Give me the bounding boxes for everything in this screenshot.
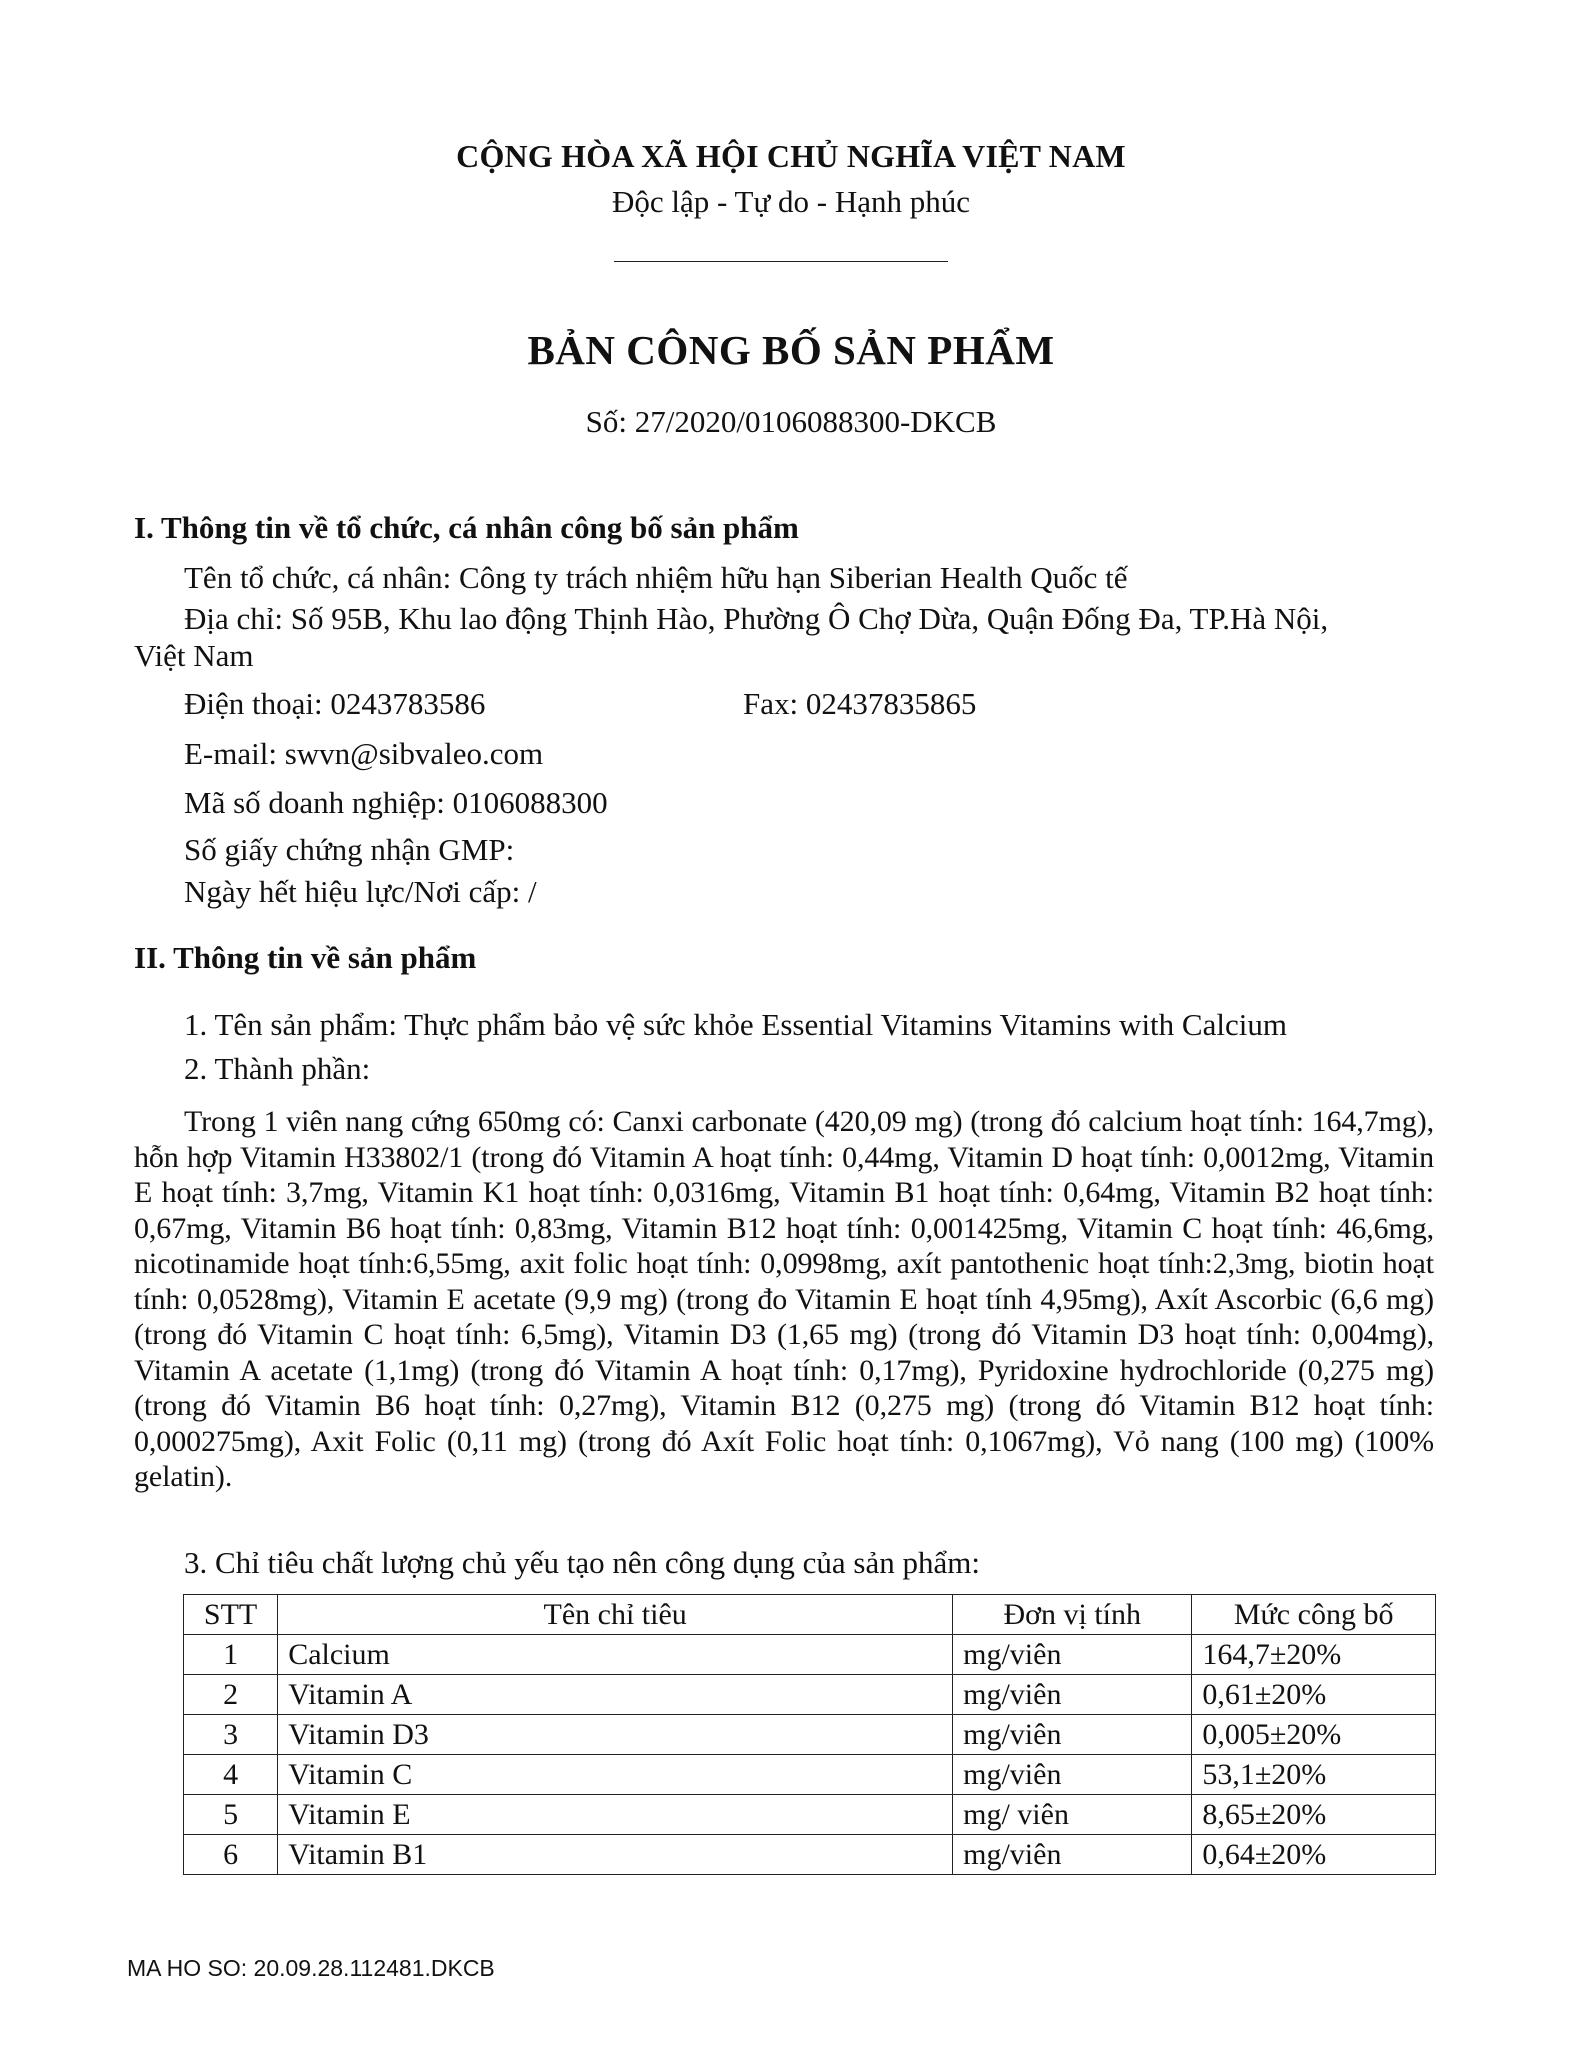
unit: mg/ viên [953,1795,1192,1835]
criterion-name: Calcium [278,1635,953,1675]
row-number: 4 [184,1755,278,1795]
declared-level: 0,64±20% [1192,1835,1436,1875]
country-heading: CỘNG HÒA XÃ HỘI CHỦ NGHĨA VIỆT NAM [456,138,1126,174]
criterion-name: Vitamin D3 [278,1715,953,1755]
column-header: Tên chỉ tiêu [278,1595,953,1635]
expiry: Ngày hết hiệu lực/Nơi cấp: / [184,874,537,909]
declared-level: 53,1±20% [1192,1755,1436,1795]
criterion-name: Vitamin E [278,1795,953,1835]
row-number: 6 [184,1835,278,1875]
motto: Độc lập - Tự do - Hạnh phúc [612,184,970,219]
table-row [184,1795,1436,1835]
gmp-certificate: Số giấy chứng nhận GMP: [184,832,515,867]
table-row [184,1635,1436,1675]
row-number: 3 [184,1715,278,1755]
tax-code: Mã số doanh nghiệp: 0106088300 [184,785,608,820]
section1-heading: I. Thông tin về tổ chức, cá nhân công bố sản phẩm [134,510,799,545]
table-row [184,1715,1436,1755]
table-header-row [184,1595,1436,1635]
quality-table [183,1594,1436,1875]
unit: mg/viên [953,1635,1192,1675]
composition-text: Trong 1 viên nang cứng 650mg có: Canxi carbonate (420,09 mg) (trong đó calcium hoạt tính: 164,7mg), hỗn hợp Vitamin H33802/1 (trong đó Vitamin A hoạt tính: 0,44mg, Vitamin D hoạt tính: 0,0012mg, Vitamin E hoạt tính: 3,7mg, Vitamin K1 hoạt tính: 0,0316mg, Vitamin B1 hoạt tính: 0,64mg, Vitamin B2 hoạt tính: 0,67mg, Vitamin B6 hoạt tính: 0,83mg, Vitamin B12 hoạt tính: 0,001425mg, Vitamin C hoạt tính: 46,6mg, nicotinamide hoạt tính:6,55mg, axit folic hoạt tính: 0,0998mg, axít pantothenic hoạt tính:2,3mg, biotin hoạt tính: 0,0528mg), Vitamin E acetate (9,9 mg) (trong đo Vitamin E hoạt tính 4,95mg), Axít Ascorbic (6,6 mg) (trong đó Vitamin C hoạt tính: 6,5mg), Vitamin D3 (1,65 mg) (trong đó Vitamin D3 hoạt tính: 0,004mg), Vitamin A acetate (1,1mg) (trong đó Vitamin A hoạt tính: 0,17mg), Pyridoxine hydrochloride (0,275 mg) (trong đó Vitamin B6 hoạt tính: 0,27mg), Vitamin B12 (0,275 mg) (trong đó Vitamin B12 hoạt tính: 0,000275mg), Axit Folic (0,11 mg) (trong đó Axít Folic hoạt tính: 0,1067mg), Vỏ nang (100 mg) (100% gelatin). [134,1105,1434,1493]
product-name: 1. Tên sản phẩm: Thực phẩm bảo vệ sức khỏe Essential Vitamins Vitamins with Calcium [184,1007,1287,1042]
address-line2: Việt Nam [134,638,254,673]
table-row [184,1675,1436,1715]
row-number: 2 [184,1675,278,1715]
unit: mg/viên [953,1755,1192,1795]
declared-level: 0,61±20% [1192,1675,1436,1715]
address-line1: Địa chỉ: Số 95B, Khu lao động Thịnh Hào, Phường Ô Chợ Dừa, Quận Đống Đa, TP.Hà Nội, [184,601,1329,636]
row-number: 1 [184,1635,278,1675]
phone: Điện thoại: 0243783586 [184,686,486,721]
column-header: Mức công bố [1192,1595,1436,1635]
declared-level: 164,7±20% [1192,1635,1436,1675]
table-row [184,1835,1436,1875]
criterion-name: Vitamin B1 [278,1835,953,1875]
unit: mg/viên [953,1835,1192,1875]
email: E-mail: swvn@sibvaleo.com [184,736,544,771]
row-number: 5 [184,1795,278,1835]
unit: mg/viên [953,1675,1192,1715]
section2-heading: II. Thông tin về sản phẩm [134,940,477,975]
column-header: Đơn vị tính [953,1595,1192,1635]
declared-level: 0,005±20% [1192,1715,1436,1755]
column-header: STT [184,1595,278,1635]
fax: Fax: 02437835865 [743,686,977,721]
document-title: BẢN CÔNG BỐ SẢN PHẨM [527,327,1055,373]
criterion-name: Vitamin A [278,1675,953,1715]
declared-level: 8,65±20% [1192,1795,1436,1835]
header-divider [614,261,948,262]
org-name: Tên tổ chức, cá nhân: Công ty trách nhiệm hữu hạn Siberian Health Quốc tế [184,560,1128,595]
table-row [184,1755,1436,1795]
criterion-name: Vitamin C [278,1755,953,1795]
composition-label: 2. Thành phần: [184,1051,371,1086]
quality-criteria-label: 3. Chỉ tiêu chất lượng chủ yếu tạo nên công dụng của sản phẩm: [184,1545,980,1580]
unit: mg/viên [953,1715,1192,1755]
record-code: MA HO SO: 20.09.28.112481.DKCB [127,1955,495,1981]
document-number: Số: 27/2020/0106088300-DKCB [585,404,997,439]
